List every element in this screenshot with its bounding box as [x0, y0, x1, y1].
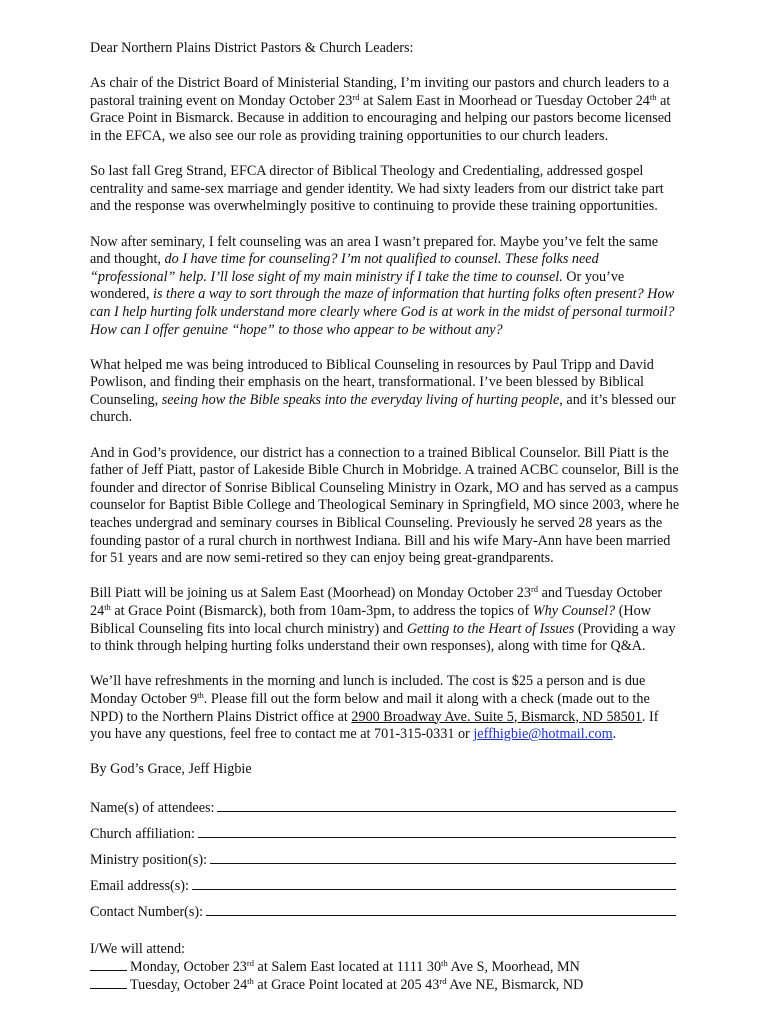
- text: Bill Piatt will be joining us at Salem East (Moorhead) on Monday October 23: [90, 585, 531, 602]
- text: at Salem East in Moorhead or Tuesday October 24: [359, 92, 650, 109]
- italic-text: Why Counsel?: [532, 603, 616, 619]
- paragraph-registration: [90, 673, 680, 743]
- text: . If you have any questions, feel free to contact me at 701-315-0331 or: [90, 708, 659, 743]
- paragraph-what-helped: [90, 357, 680, 427]
- text: Ave S, Moorhead, MN: [447, 959, 580, 976]
- attendance-section: [90, 941, 680, 994]
- attend-option-monday: [90, 958, 680, 976]
- form-label-church: Church affiliation:: [90, 825, 195, 842]
- text: Ave NE, Bismarck, ND: [446, 976, 584, 993]
- attend-option-tuesday: [90, 976, 680, 994]
- superscript: th: [104, 602, 111, 612]
- form-row-attendees: [90, 797, 680, 823]
- text: at Grace Point in Bismarck. Because in addition to encouraging and helping our pastors become licensed in the EFCA, we also see our role as providing training opportunities to our church leaders.: [90, 92, 672, 144]
- email-field[interactable]: [192, 875, 676, 890]
- italic-text: is there a way to sort through the maze of information that hurting folks often present? How can I help hurting folk understand more clearly where God is at work in the midst of personal turmoil? How can I offer genuine “hope” to those who appear to be without any?: [90, 286, 675, 338]
- form-label-phone: Contact Number(s):: [90, 903, 204, 920]
- superscript: th: [197, 689, 204, 700]
- text: and Tuesday October 24: [90, 585, 663, 619]
- tuesday-blank[interactable]: [90, 976, 127, 989]
- ministry-field[interactable]: [210, 849, 676, 864]
- registration-form: [90, 797, 680, 927]
- text: Now after seminary, I felt counseling was an area I wasn’t prepared for. Maybe you’ve felt the same and thought,: [90, 233, 659, 268]
- letter: [90, 40, 680, 993]
- superscript: rd: [530, 584, 539, 595]
- greeting: Dear Northern Plains District Pastors & Church Leaders:: [90, 40, 414, 56]
- office-address: 2900 Broadway Ave. Suite 5, Bismarck, ND 58501: [351, 708, 642, 725]
- form-label-ministry: Ministry position(s):: [90, 851, 208, 868]
- text: What helped me was being introduced to Biblical Counseling in resources by Paul Tripp and David Powlison, and finding their emphasis on the heart, transformational. I’ve been blessed by Biblical Counseling,: [90, 356, 654, 408]
- text: , and it’s blessed our church.: [90, 391, 676, 426]
- italic-text: Getting to the Heart of Issues: [406, 620, 575, 637]
- paragraph-bill-piatt-bio: And in God’s providence, our district has a connection to a trained Biblical Counselor. Bill Piatt is the father of Jeff Piatt, pastor of Lakeside Bible Church in Mobridge. A trained ACBC counselor, Bill is the founder and director of Sonrise Biblical Counseling Ministry in Ozark, MO and has served as a campus counselor for Baptist Bible College and Theological Seminary in Springfield, MO since 2003, where he teaches undergrad and seminary courses in Biblical Counseling. Previously he served 28 years as the founding pastor of a rural church in northwest Indiana. Bill and his wife Mary-Ann have been married for 51 years and are now semi-retired so they can enjoy being great-grandparents.: [90, 444, 680, 567]
- form-row-phone: [90, 901, 680, 927]
- superscript: th: [247, 975, 254, 986]
- text: Tuesday, October 24: [130, 976, 248, 993]
- form-row-email: [90, 875, 680, 901]
- superscript: rd: [439, 975, 447, 986]
- monday-blank[interactable]: [90, 958, 127, 971]
- signoff: By God’s Grace, Jeff Higbie: [90, 761, 252, 778]
- superscript: th: [649, 91, 657, 102]
- italic-text: do I have time for counseling? I’m not qualified to counsel. These folks need “professional” help. I’ll lose sight of my main ministry if I take the time to counsel.: [90, 251, 599, 285]
- text: at Grace Point located at 205 43: [253, 976, 440, 993]
- text: As chair of the District Board of Ministerial Standing, I’m inviting our pastors and church leaders to a pastoral training event on Monday October 23: [90, 75, 670, 109]
- text: We’ll have refreshments in the morning and lunch is included. The cost is $25 a person and is due Monday October 9: [90, 673, 646, 707]
- form-label-email: Email address(s):: [90, 877, 189, 894]
- superscript: rd: [246, 958, 254, 969]
- attendees-field[interactable]: [217, 797, 676, 812]
- phone-field[interactable]: [206, 901, 676, 916]
- form-row-ministry: [90, 849, 680, 875]
- attendance-heading: I/We will attend:: [90, 940, 185, 957]
- paragraph-counseling-questions: [90, 234, 680, 340]
- paragraph-invitation: [90, 75, 680, 145]
- text: . Please fill out the form below and mail it along with a check (made out to the NPD) to the Northern Plains District office at: [90, 690, 650, 725]
- text: .: [612, 726, 617, 743]
- form-label-attendees: Name(s) of attendees:: [90, 799, 215, 816]
- form-row-church: [90, 823, 680, 849]
- text: at Grace Point (Bismarck), both from 10am-3pm, to address the topics of: [110, 603, 533, 619]
- paragraph-last-fall: So last fall Greg Strand, EFCA director of Biblical Theology and Credentialing, addressed gospel centrality and same-sex marriage and gender identity. We had sixty leaders from our district take part and the response was overwhelmingly positive to continuing to provide these training opportunities.: [90, 163, 664, 215]
- text: at Salem East located at 1111 30: [253, 959, 442, 976]
- italic-text: seeing how the Bible speaks into the everyday living of hurting people: [161, 391, 560, 408]
- church-field[interactable]: [198, 823, 676, 838]
- text: (How Biblical Counseling fits into local church ministry) and: [90, 603, 652, 637]
- text: (Providing a way to think through helping hurting folks understand their own responses), along with time for Q&A.: [90, 620, 676, 655]
- text: Monday, October 23: [130, 959, 247, 976]
- email-link[interactable]: jeffhigbie@hotmail.com: [473, 726, 613, 743]
- text: Or you’ve wondered,: [90, 268, 625, 303]
- superscript: th: [441, 958, 448, 969]
- superscript: rd: [352, 91, 360, 102]
- paragraph-event-details: [90, 585, 680, 655]
